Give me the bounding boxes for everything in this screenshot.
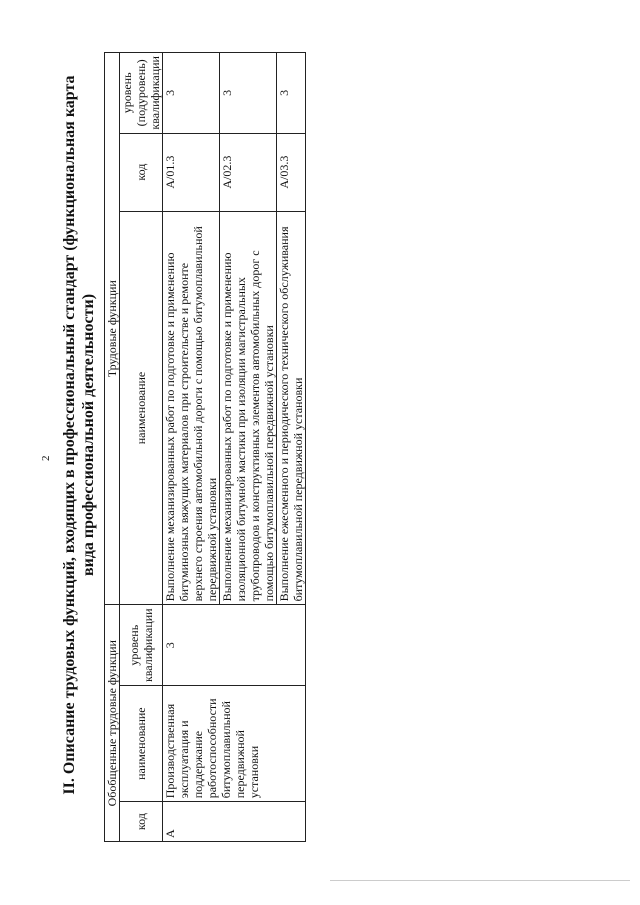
col-code-header: код: [120, 802, 163, 842]
table-row: [163, 53, 220, 842]
table-column-header-row: [120, 53, 163, 842]
function-code-cell: A/02.3: [220, 133, 277, 211]
generalized-level-cell: 3: [163, 605, 306, 686]
function-code-cell: A/01.3: [163, 133, 220, 211]
col-level-header: уровень квалификации: [120, 605, 163, 686]
group-labor-header: Трудовые функции: [105, 53, 120, 605]
function-level-cell: 3: [220, 53, 277, 134]
col-name-header: наименование: [120, 686, 163, 802]
generalized-name-cell: Производственная эксплуатация и поддержание работоспособности битумоплавильной передвижной установки: [163, 686, 306, 802]
col-labor-level-header: уровень (подуровень) квалификации: [120, 53, 163, 134]
generalized-code-cell: A: [163, 802, 306, 842]
col-labor-code-header: код: [120, 133, 163, 211]
function-name-cell: Выполнение механизированных работ по подготовке и применению изоляционной битумной мастики при изоляции магистральных трубопроводов и конструктивных элементов автомобильных дорог с помощью битумоплавильной передвижной установки: [220, 211, 277, 605]
scan-edge-line: [330, 880, 630, 881]
functional-map-table: [104, 52, 306, 842]
function-name-cell: Выполнение ежесменного и периодического технического обслуживания битумоплавильной передвижной установки: [277, 211, 306, 605]
group-generalized-header: Обобщенные трудовые функции: [105, 605, 120, 842]
col-labor-name-header: наименование: [120, 211, 163, 605]
page-number: 2: [40, 455, 52, 461]
function-level-cell: 3: [163, 53, 220, 134]
function-code-cell: A/03.3: [277, 133, 306, 211]
function-level-cell: 3: [277, 53, 306, 134]
function-name-cell: Выполнение механизированных работ по подготовке и применению битуминозных вяжущих материалов при строительстве и ремонте верхнего строения автомобильной дороги с помощью битумоплавильной передвижной установки: [163, 211, 220, 605]
section-heading: II. Описание трудовых функций, входящих в профессиональный стандарт (функциональная карта вида профессиональной деятельности): [61, 75, 97, 795]
table-group-header-row: [105, 53, 120, 842]
